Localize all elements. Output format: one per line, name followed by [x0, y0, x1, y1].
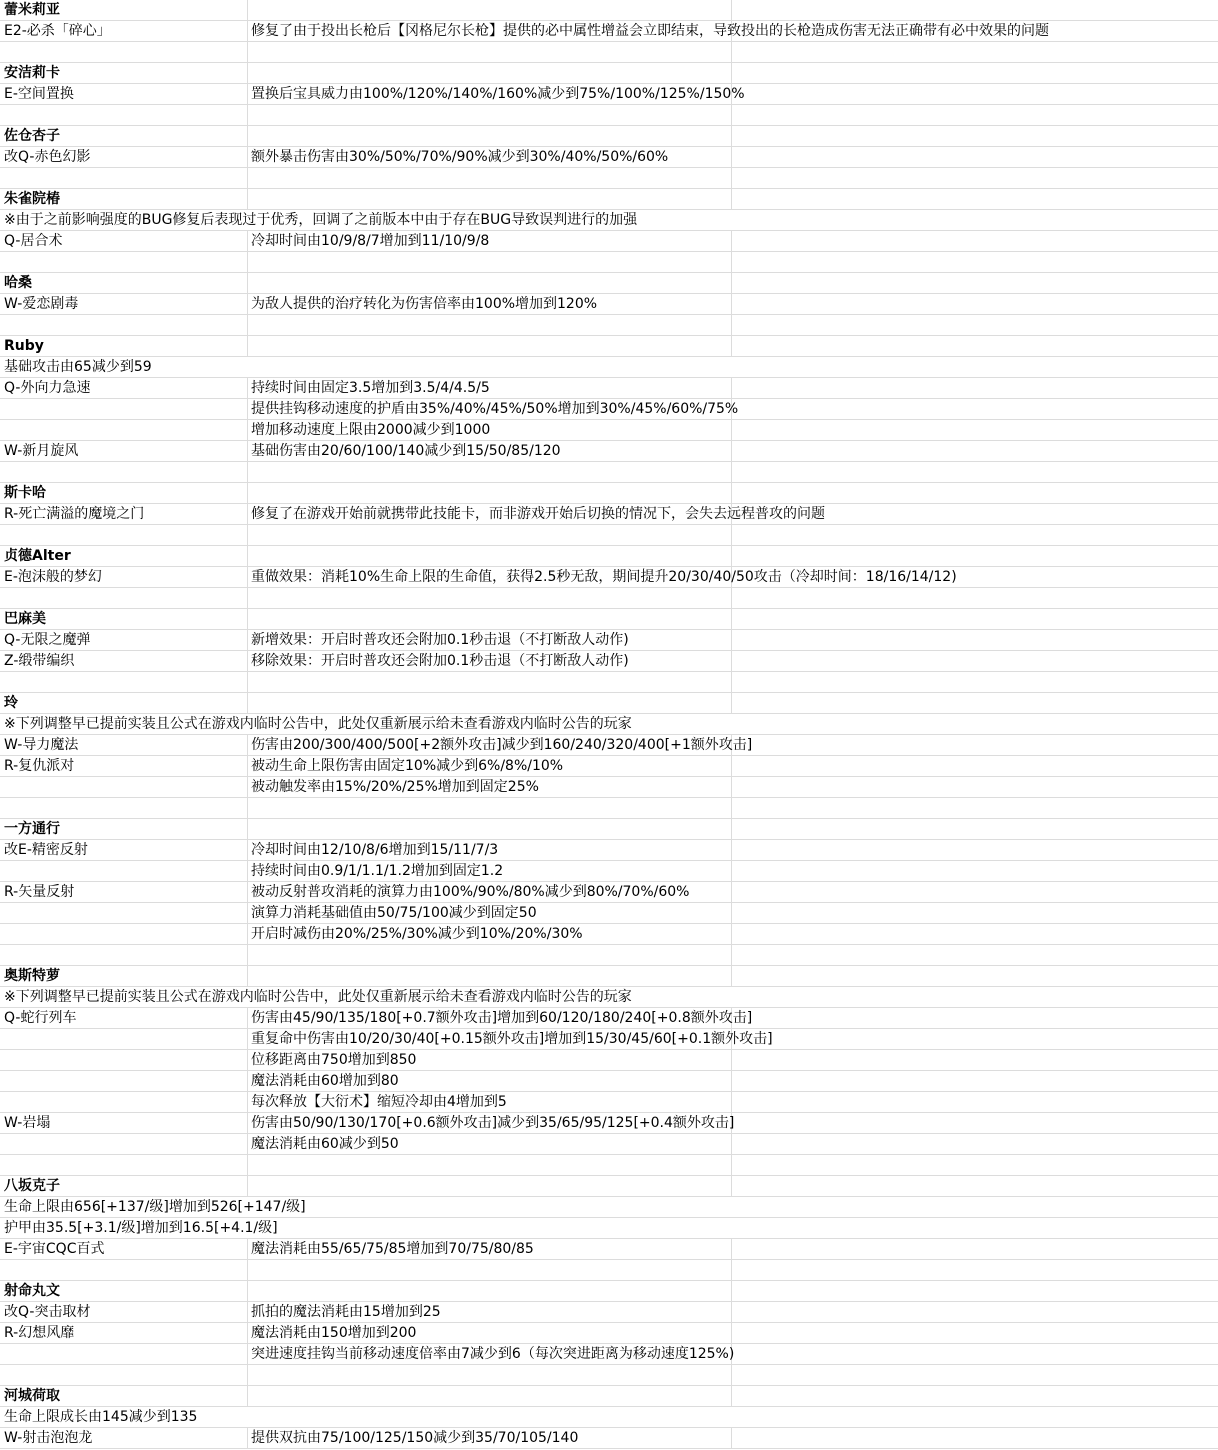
- skill-cell[interactable]: [0, 1155, 248, 1175]
- empty-cell[interactable]: [732, 231, 1218, 251]
- change-description-cell[interactable]: [248, 252, 732, 272]
- skill-cell[interactable]: E-泡沫般的梦幻: [0, 567, 248, 587]
- change-description-cell[interactable]: [248, 1386, 732, 1406]
- table-row: [0, 924, 1218, 945]
- skill-cell[interactable]: Q-蛇行列车: [0, 1008, 248, 1028]
- empty-cell[interactable]: [732, 483, 1218, 503]
- character-name-cell[interactable]: 安洁莉卡: [0, 63, 248, 83]
- empty-cell[interactable]: [732, 1323, 1218, 1343]
- skill-cell[interactable]: [0, 1050, 248, 1070]
- change-description-cell[interactable]: 魔法消耗由55/65/75/85增加到70/75/80/85: [248, 1239, 732, 1259]
- empty-cell[interactable]: [732, 42, 1218, 62]
- change-description-cell[interactable]: [248, 336, 732, 356]
- change-description-cell[interactable]: 持续时间由0.9/1/1.1/1.2增加到固定1.2: [248, 861, 732, 881]
- character-name-cell[interactable]: 朱雀院椿: [0, 189, 248, 209]
- change-description-cell[interactable]: 被动反射普攻消耗的演算力由100%/90%/80%减少到80%/70%/60%: [248, 882, 732, 902]
- character-header-row: [0, 546, 1218, 567]
- character-name-cell[interactable]: 射命丸文: [0, 1281, 248, 1301]
- table-row: [0, 1092, 1218, 1113]
- character-header-row: [0, 63, 1218, 84]
- empty-row: [0, 1365, 1218, 1386]
- empty-row: [0, 1260, 1218, 1281]
- table-row: [0, 399, 1218, 420]
- change-description-cell[interactable]: [248, 525, 732, 545]
- change-description-cell[interactable]: 基础伤害由20/60/100/140减少到15/50/85/120: [248, 441, 732, 461]
- character-header-row: [0, 126, 1218, 147]
- change-description-cell[interactable]: [248, 483, 732, 503]
- change-description-cell[interactable]: 伤害由50/90/130/170[+0.6额外攻击]减少到35/65/95/125[+0.4额外攻击]: [248, 1113, 732, 1133]
- empty-cell[interactable]: [732, 861, 1218, 881]
- empty-row: [0, 672, 1218, 693]
- table-row: [0, 861, 1218, 882]
- table-row: [0, 84, 1218, 105]
- change-description-cell[interactable]: 位移距离由750增加到850: [248, 1050, 732, 1070]
- character-header-row: [0, 1176, 1218, 1197]
- empty-cell[interactable]: [732, 1134, 1218, 1154]
- empty-cell[interactable]: [732, 126, 1218, 146]
- skill-cell[interactable]: 改Q-赤色幻影: [0, 147, 248, 167]
- empty-cell[interactable]: [732, 945, 1218, 965]
- change-description-cell[interactable]: 修复了由于投出长枪后【冈格尼尔长枪】提供的必中属性增益会立即结束，导致投出的长枪造成伤害无法正确带有必中效果的问题: [248, 21, 732, 41]
- empty-cell[interactable]: [732, 1008, 1218, 1028]
- empty-cell[interactable]: [732, 1071, 1218, 1091]
- character-header-row: [0, 189, 1218, 210]
- skill-cell[interactable]: [0, 672, 248, 692]
- change-description-cell[interactable]: [248, 1260, 732, 1280]
- empty-cell[interactable]: [732, 735, 1218, 755]
- change-description-cell[interactable]: 额外暴击伤害由30%/50%/70%/90%减少到30%/40%/50%/60%: [248, 147, 732, 167]
- skill-cell[interactable]: [0, 168, 248, 188]
- empty-cell[interactable]: [732, 1302, 1218, 1322]
- note-row: [0, 987, 1218, 1008]
- change-description-cell[interactable]: [248, 546, 732, 566]
- change-description-cell[interactable]: 被动生命上限伤害由固定10%减少到6%/8%/10%: [248, 756, 732, 776]
- empty-cell[interactable]: [732, 882, 1218, 902]
- empty-cell[interactable]: [732, 504, 1218, 524]
- change-description-cell[interactable]: [248, 0, 732, 20]
- change-description-cell[interactable]: [248, 1155, 732, 1175]
- empty-cell[interactable]: [732, 924, 1218, 944]
- change-description-cell[interactable]: 移除效果：开启时普攻还会附加0.1秒击退（不打断敌人动作): [248, 651, 732, 671]
- table-row: [0, 420, 1218, 441]
- empty-cell[interactable]: [732, 441, 1218, 461]
- table-row: [0, 504, 1218, 525]
- empty-cell[interactable]: [732, 756, 1218, 776]
- character-header-row: [0, 1386, 1218, 1407]
- table-row: [0, 1323, 1218, 1344]
- skill-cell[interactable]: W-岩塌: [0, 1113, 248, 1133]
- change-description-cell[interactable]: [248, 945, 732, 965]
- table-row: [0, 357, 1218, 378]
- skill-cell[interactable]: [0, 1365, 248, 1385]
- empty-cell[interactable]: [732, 798, 1218, 818]
- change-description-cell[interactable]: 置换后宝具威力由100%/120%/140%/160%减少到75%/100%/125%/150%: [248, 84, 732, 104]
- table-row: [0, 882, 1218, 903]
- skill-cell[interactable]: [0, 903, 248, 923]
- empty-cell[interactable]: [732, 714, 1218, 734]
- change-description-cell[interactable]: [248, 189, 732, 209]
- change-description-cell[interactable]: [248, 1176, 732, 1196]
- change-description-cell[interactable]: [248, 987, 732, 1007]
- skill-cell[interactable]: [0, 798, 248, 818]
- empty-cell[interactable]: [732, 399, 1218, 419]
- skill-cell[interactable]: [0, 42, 248, 62]
- change-description-cell[interactable]: 提供挂钩移动速度的护盾由35%/40%/45%/50%增加到30%/45%/60%/75%: [248, 399, 732, 419]
- change-description-cell[interactable]: 冷却时间由10/9/8/7增加到11/10/9/8: [248, 231, 732, 251]
- table-row: [0, 1344, 1218, 1365]
- character-header-row: [0, 273, 1218, 294]
- character-name-cell[interactable]: 玲: [0, 693, 248, 713]
- skill-cell[interactable]: W-导力魔法: [0, 735, 248, 755]
- empty-cell[interactable]: [732, 147, 1218, 167]
- character-header-row: [0, 609, 1218, 630]
- empty-cell[interactable]: [732, 609, 1218, 629]
- empty-cell[interactable]: [732, 21, 1218, 41]
- change-description-cell[interactable]: 为敌人提供的治疗转化为伤害倍率由100%增加到120%: [248, 294, 732, 314]
- table-row: [0, 1008, 1218, 1029]
- change-description-cell[interactable]: [248, 273, 732, 293]
- skill-cell[interactable]: [0, 1344, 248, 1364]
- skill-cell[interactable]: [0, 777, 248, 797]
- change-description-cell[interactable]: 持续时间由固定3.5增加到3.5/4/4.5/5: [248, 378, 732, 398]
- empty-row: [0, 798, 1218, 819]
- empty-row: [0, 315, 1218, 336]
- table-row: [0, 756, 1218, 777]
- skill-cell[interactable]: R-矢量反射: [0, 882, 248, 902]
- change-description-cell[interactable]: [248, 819, 732, 839]
- table-row: [0, 441, 1218, 462]
- change-description-cell[interactable]: 修复了在游戏开始前就携带此技能卡，而非游戏开始后切换的情况下，会失去远程普攻的问题: [248, 504, 732, 524]
- empty-cell[interactable]: [732, 462, 1218, 482]
- change-description-cell[interactable]: 演算力消耗基础值由50/75/100减少到固定50: [248, 903, 732, 923]
- empty-cell[interactable]: [732, 819, 1218, 839]
- table-row: [0, 294, 1218, 315]
- table-row: [0, 1050, 1218, 1071]
- empty-cell[interactable]: [732, 84, 1218, 104]
- character-name-cell[interactable]: 佐仓杏子: [0, 126, 248, 146]
- empty-cell[interactable]: [732, 63, 1218, 83]
- skill-cell[interactable]: W-爱恋剧毒: [0, 294, 248, 314]
- empty-cell[interactable]: [732, 105, 1218, 125]
- note-row: [0, 714, 1218, 735]
- table-row: [0, 1134, 1218, 1155]
- skill-cell[interactable]: [0, 1029, 248, 1049]
- skill-cell[interactable]: [0, 1092, 248, 1112]
- empty-cell[interactable]: [732, 252, 1218, 272]
- empty-cell[interactable]: [732, 0, 1218, 20]
- character-header-row: [0, 966, 1218, 987]
- empty-cell[interactable]: [732, 294, 1218, 314]
- change-description-cell[interactable]: [248, 1407, 732, 1427]
- skill-cell[interactable]: W-新月旋风: [0, 441, 248, 461]
- empty-cell[interactable]: [732, 336, 1218, 356]
- empty-cell[interactable]: [732, 987, 1218, 1007]
- skill-cell[interactable]: 基础攻击由65减少到59: [4, 359, 152, 375]
- empty-cell[interactable]: [732, 567, 1218, 587]
- change-description-cell[interactable]: 突进速度挂钩当前移动速度倍率由7减少到6（每次突进距离为移动速度125%): [248, 1344, 732, 1364]
- skill-cell[interactable]: ※下列调整早已提前实装且公式在游戏内临时公告中，此处仅重新展示给未查看游戏内临时公告的玩家: [4, 989, 632, 1005]
- skill-cell[interactable]: ※由于之前影响强度的BUG修复后表现过于优秀，回调了之前版本中由于存在BUG导致误判进行的加强: [4, 212, 638, 228]
- table-row: [0, 1407, 1218, 1428]
- skill-cell[interactable]: [0, 588, 248, 608]
- skill-cell[interactable]: [0, 399, 248, 419]
- change-description-cell[interactable]: [248, 315, 732, 335]
- skill-cell[interactable]: E-宇宙CQC百式: [0, 1239, 248, 1259]
- note-row: [0, 210, 1218, 231]
- empty-row: [0, 252, 1218, 273]
- change-description-cell[interactable]: [248, 126, 732, 146]
- skill-cell[interactable]: [0, 924, 248, 944]
- empty-cell[interactable]: [732, 693, 1218, 713]
- change-description-cell[interactable]: [248, 1197, 732, 1217]
- table-row: [0, 1428, 1218, 1449]
- empty-cell[interactable]: [732, 1260, 1218, 1280]
- table-row: [0, 903, 1218, 924]
- change-description-cell[interactable]: [248, 462, 732, 482]
- character-header-row: [0, 819, 1218, 840]
- empty-cell[interactable]: [732, 777, 1218, 797]
- change-description-cell[interactable]: [248, 105, 732, 125]
- empty-cell[interactable]: [732, 1428, 1218, 1448]
- change-description-cell[interactable]: 抓拍的魔法消耗由15增加到25: [248, 1302, 732, 1322]
- skill-cell[interactable]: 生命上限成长由145减少到135: [4, 1409, 198, 1425]
- empty-cell[interactable]: [732, 1239, 1218, 1259]
- empty-cell[interactable]: [732, 273, 1218, 293]
- change-description-cell[interactable]: [248, 357, 732, 377]
- empty-cell[interactable]: [732, 357, 1218, 377]
- empty-row: [0, 42, 1218, 63]
- change-description-cell[interactable]: 被动触发率由15%/20%/25%增加到固定25%: [248, 777, 732, 797]
- skill-cell[interactable]: Z-缎带编织: [0, 651, 248, 671]
- change-description-cell[interactable]: 重做效果：消耗10%生命上限的生命值，获得2.5秒无敌，期间提升20/30/40/50攻击（冷却时间：18/16/14/12): [248, 567, 732, 587]
- empty-cell[interactable]: [732, 1176, 1218, 1196]
- empty-cell[interactable]: [732, 546, 1218, 566]
- character-name-cell[interactable]: 斯卡哈: [0, 483, 248, 503]
- change-description-cell[interactable]: 新增效果：开启时普攻还会附加0.1秒击退（不打断敌人动作): [248, 630, 732, 650]
- skill-cell[interactable]: [0, 420, 248, 440]
- empty-cell[interactable]: [732, 420, 1218, 440]
- empty-cell[interactable]: [732, 1197, 1218, 1217]
- table-row: [0, 567, 1218, 588]
- empty-row: [0, 525, 1218, 546]
- table-row: [0, 1071, 1218, 1092]
- skill-cell[interactable]: 生命上限由656[+137/级]增加到526[+147/级]: [4, 1199, 306, 1215]
- skill-cell[interactable]: R-幻想风靡: [0, 1323, 248, 1343]
- change-description-cell[interactable]: [248, 672, 732, 692]
- table-row: [0, 21, 1218, 42]
- table-row: [0, 231, 1218, 252]
- change-description-cell[interactable]: 增加移动速度上限由2000减少到1000: [248, 420, 732, 440]
- change-description-cell[interactable]: 伤害由200/300/400/500[+2额外攻击]减少到160/240/320/400[+1额外攻击]: [248, 735, 732, 755]
- skill-cell[interactable]: [0, 252, 248, 272]
- skill-cell[interactable]: 护甲由35.5[+3.1/级]增加到16.5[+4.1/级]: [4, 1220, 278, 1236]
- empty-cell[interactable]: [732, 651, 1218, 671]
- character-name-cell[interactable]: 一方通行: [0, 819, 248, 839]
- table-row: [0, 1029, 1218, 1050]
- skill-cell[interactable]: Q-无限之魔弹: [0, 630, 248, 650]
- change-description-cell[interactable]: [248, 1218, 732, 1238]
- character-header-row: [0, 1281, 1218, 1302]
- skill-cell[interactable]: [0, 105, 248, 125]
- empty-cell[interactable]: [732, 1407, 1218, 1427]
- skill-cell[interactable]: [0, 861, 248, 881]
- table-row: [0, 777, 1218, 798]
- empty-row: [0, 588, 1218, 609]
- change-description-cell[interactable]: 开启时减伤由20%/25%/30%减少到10%/20%/30%: [248, 924, 732, 944]
- empty-row: [0, 168, 1218, 189]
- empty-cell[interactable]: [732, 840, 1218, 860]
- empty-cell[interactable]: [732, 966, 1218, 986]
- empty-cell[interactable]: [732, 525, 1218, 545]
- change-description-cell[interactable]: [248, 588, 732, 608]
- skill-cell[interactable]: ※下列调整早已提前实装且公式在游戏内临时公告中，此处仅重新展示给未查看游戏内临时公告的玩家: [4, 716, 632, 732]
- skill-cell[interactable]: [0, 462, 248, 482]
- empty-cell[interactable]: [732, 378, 1218, 398]
- empty-cell[interactable]: [732, 315, 1218, 335]
- skill-cell[interactable]: [0, 315, 248, 335]
- empty-row: [0, 945, 1218, 966]
- change-description-cell[interactable]: [248, 1281, 732, 1301]
- empty-cell[interactable]: [732, 1365, 1218, 1385]
- character-header-row: [0, 693, 1218, 714]
- table-row: [0, 378, 1218, 399]
- change-description-cell[interactable]: 每次释放【大衍术】缩短冷却由4增加到5: [248, 1092, 732, 1112]
- table-row: [0, 1218, 1218, 1239]
- character-header-row: [0, 336, 1218, 357]
- table-row: [0, 651, 1218, 672]
- character-name-cell[interactable]: 河城荷取: [0, 1386, 248, 1406]
- skill-cell[interactable]: R-死亡满溢的魔境之门: [0, 504, 248, 524]
- table-row: [0, 1113, 1218, 1134]
- character-name-cell[interactable]: 蕾米莉亚: [0, 0, 248, 20]
- empty-cell[interactable]: [732, 1218, 1218, 1238]
- character-name-cell[interactable]: 奥斯特萝: [0, 966, 248, 986]
- change-description-cell[interactable]: [248, 714, 732, 734]
- change-description-cell[interactable]: [248, 210, 732, 230]
- change-description-cell[interactable]: [248, 693, 732, 713]
- change-description-cell[interactable]: [248, 63, 732, 83]
- table-row: [0, 840, 1218, 861]
- table-row: [0, 735, 1218, 756]
- table-row: [0, 1302, 1218, 1323]
- empty-cell[interactable]: [732, 1029, 1218, 1049]
- empty-cell[interactable]: [732, 1344, 1218, 1364]
- empty-cell[interactable]: [732, 1386, 1218, 1406]
- empty-cell[interactable]: [732, 1155, 1218, 1175]
- change-description-cell[interactable]: 魔法消耗由60减少到50: [248, 1134, 732, 1154]
- empty-cell[interactable]: [732, 672, 1218, 692]
- table-row: [0, 147, 1218, 168]
- empty-cell[interactable]: [732, 168, 1218, 188]
- empty-cell[interactable]: [732, 903, 1218, 923]
- skill-cell[interactable]: Q-居合术: [0, 231, 248, 251]
- change-description-cell[interactable]: [248, 168, 732, 188]
- empty-cell[interactable]: [732, 1281, 1218, 1301]
- skill-cell[interactable]: 改E-精密反射: [0, 840, 248, 860]
- change-description-cell[interactable]: 魔法消耗由150增加到200: [248, 1323, 732, 1343]
- character-header-row: [0, 483, 1218, 504]
- change-description-cell[interactable]: [248, 609, 732, 629]
- empty-row: [0, 462, 1218, 483]
- skill-cell[interactable]: [0, 1260, 248, 1280]
- change-description-cell[interactable]: [248, 42, 732, 62]
- table-row: [0, 630, 1218, 651]
- empty-cell[interactable]: [732, 1092, 1218, 1112]
- character-name-cell[interactable]: 哈桑: [0, 273, 248, 293]
- change-description-cell[interactable]: [248, 1365, 732, 1385]
- table-row: [0, 1197, 1218, 1218]
- empty-cell[interactable]: [732, 1050, 1218, 1070]
- empty-cell[interactable]: [732, 1113, 1218, 1133]
- change-description-cell[interactable]: 提供双抗由75/100/125/150减少到35/70/105/140: [248, 1428, 732, 1448]
- change-description-cell[interactable]: [248, 966, 732, 986]
- change-description-cell[interactable]: 魔法消耗由60增加到80: [248, 1071, 732, 1091]
- empty-cell[interactable]: [732, 588, 1218, 608]
- skill-cell[interactable]: [0, 525, 248, 545]
- empty-row: [0, 1155, 1218, 1176]
- change-description-cell[interactable]: 重复命中伤害由10/20/30/40[+0.15额外攻击]增加到15/30/45/60[+0.1额外攻击]: [248, 1029, 732, 1049]
- character-name-cell[interactable]: 贞德Alter: [0, 546, 248, 566]
- skill-cell[interactable]: E2-必杀「碎心」: [0, 21, 248, 41]
- change-description-cell[interactable]: 伤害由45/90/135/180[+0.7额外攻击]增加到60/120/180/240[+0.8额外攻击]: [248, 1008, 732, 1028]
- skill-cell[interactable]: Q-外向力急速: [0, 378, 248, 398]
- skill-cell[interactable]: W-射击泡泡龙: [0, 1428, 248, 1448]
- skill-cell[interactable]: 改Q-突击取材: [0, 1302, 248, 1322]
- empty-cell[interactable]: [732, 189, 1218, 209]
- table-row: [0, 1239, 1218, 1260]
- skill-cell[interactable]: R-复仇派对: [0, 756, 248, 776]
- skill-cell[interactable]: [0, 945, 248, 965]
- empty-cell[interactable]: [732, 630, 1218, 650]
- skill-cell[interactable]: [0, 1134, 248, 1154]
- change-description-cell[interactable]: 冷却时间由12/10/8/6增加到15/11/7/3: [248, 840, 732, 860]
- change-description-cell[interactable]: [248, 798, 732, 818]
- character-header-row: [0, 0, 1218, 21]
- empty-cell[interactable]: [732, 210, 1218, 230]
- character-name-cell[interactable]: Ruby: [0, 336, 248, 356]
- character-name-cell[interactable]: 八坂克子: [0, 1176, 248, 1196]
- skill-cell[interactable]: [0, 1071, 248, 1091]
- skill-cell[interactable]: E-空间置换: [0, 84, 248, 104]
- character-name-cell[interactable]: 巴麻美: [0, 609, 248, 629]
- empty-row: [0, 105, 1218, 126]
